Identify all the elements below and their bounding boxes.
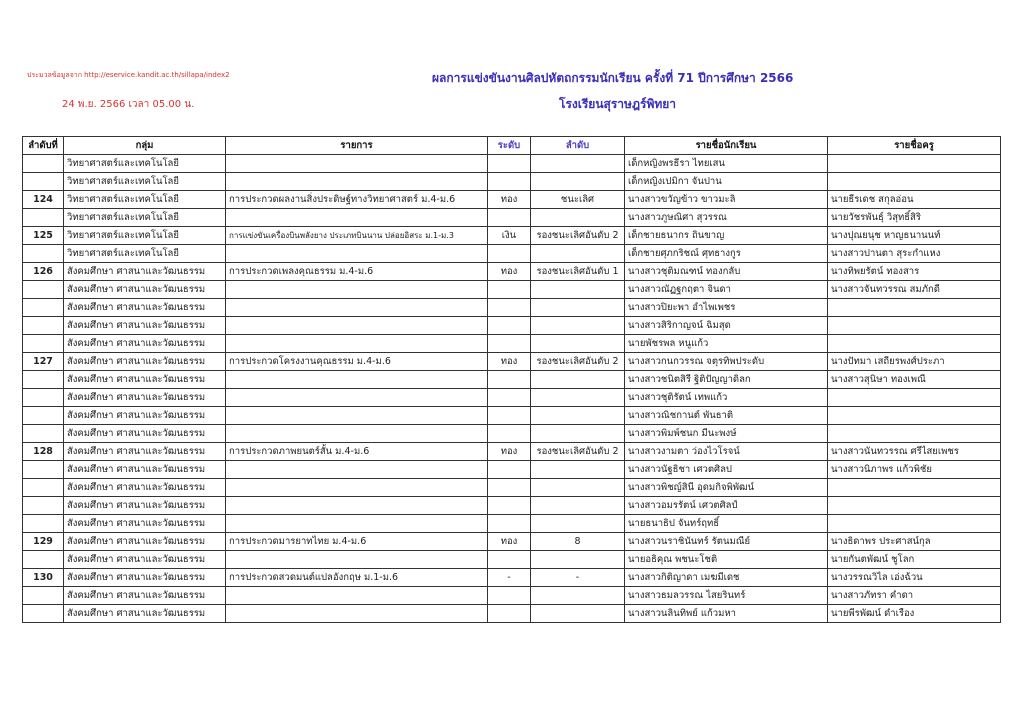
cell-item: การประกวดโครงงานคุณธรรม ม.4-ม.6 bbox=[226, 353, 488, 371]
cell-no bbox=[23, 299, 64, 317]
cell-item bbox=[226, 497, 488, 515]
page-title: ผลการแข่งขันงานศิลปหัตถกรรมนักเรียน ครั้งที่ 71 ปีการศึกษา 2566 bbox=[432, 71, 794, 85]
cell-student: นางสาวนัฐธิชา เศวตศิลป bbox=[625, 461, 828, 479]
cell-group: สังคมศึกษา ศาสนาและวัฒนธรรม bbox=[64, 281, 226, 299]
table-row bbox=[23, 263, 1001, 281]
data-source-note: ประมวลข้อมูลจาก http://eservice.kandit.ac.th/sillapa/index2 bbox=[27, 71, 230, 79]
cell-rank bbox=[531, 479, 625, 497]
cell-teacher bbox=[828, 335, 1001, 353]
cell-level bbox=[488, 515, 531, 533]
cell-item bbox=[226, 299, 488, 317]
cell-group: สังคมศึกษา ศาสนาและวัฒนธรรม bbox=[64, 299, 226, 317]
cell-rank bbox=[531, 605, 625, 623]
table-row bbox=[23, 317, 1001, 335]
cell-level bbox=[488, 605, 531, 623]
table-row bbox=[23, 173, 1001, 191]
table-row bbox=[23, 569, 1001, 587]
table-row bbox=[23, 407, 1001, 425]
table-row bbox=[23, 479, 1001, 497]
cell-student: เด็กหญิงพรธีรา ไทยเสน bbox=[625, 155, 828, 173]
cell-student: นายอธิคุณ พชนะโชติ bbox=[625, 551, 828, 569]
table-row bbox=[23, 515, 1001, 533]
cell-student: นางสาวอมรรัตน์ เศวตศิลป์ bbox=[625, 497, 828, 515]
cell-teacher: นางปุณยนุช หาญธนานนท์ bbox=[828, 227, 1001, 245]
cell-teacher: นายกันตพัฒน์ ชูโลก bbox=[828, 551, 1001, 569]
cell-student: นางสาวพิชญ์สินี อุดมกิจพิพัฒน์ bbox=[625, 479, 828, 497]
cell-item: การประกวดมารยาทไทย ม.4-ม.6 bbox=[226, 533, 488, 551]
cell-no bbox=[23, 407, 64, 425]
cell-item bbox=[226, 245, 488, 263]
cell-item bbox=[226, 317, 488, 335]
cell-rank bbox=[531, 371, 625, 389]
cell-level bbox=[488, 335, 531, 353]
cell-student: นางสาวนราชินันทร์ รัตนมณีย์ bbox=[625, 533, 828, 551]
cell-group: สังคมศึกษา ศาสนาและวัฒนธรรม bbox=[64, 461, 226, 479]
cell-group: สังคมศึกษา ศาสนาและวัฒนธรรม bbox=[64, 569, 226, 587]
cell-student: นางสาวพิมพ์ชนก มีนะพงษ์ bbox=[625, 425, 828, 443]
cell-item bbox=[226, 425, 488, 443]
col-header-group: กลุ่ม bbox=[64, 137, 226, 155]
table-row bbox=[23, 605, 1001, 623]
cell-teacher: นางวรรณวิไล เอ่งฉ้วน bbox=[828, 569, 1001, 587]
cell-rank: - bbox=[531, 569, 625, 587]
col-header-no: ลำดับที่ bbox=[23, 137, 64, 155]
cell-teacher bbox=[828, 299, 1001, 317]
table-row bbox=[23, 209, 1001, 227]
cell-no bbox=[23, 551, 64, 569]
cell-teacher: นางสาวนันทวรรณ ศรีไสยเพชร bbox=[828, 443, 1001, 461]
cell-student: นางสาวกนกวรรณ จตุรทิพประดับ bbox=[625, 353, 828, 371]
cell-teacher bbox=[828, 515, 1001, 533]
cell-teacher: นายธีรเดช สกุลอ่อน bbox=[828, 191, 1001, 209]
cell-rank: 8 bbox=[531, 533, 625, 551]
cell-rank bbox=[531, 281, 625, 299]
cell-teacher: นางสาวภัทรา คำดา bbox=[828, 587, 1001, 605]
cell-rank bbox=[531, 407, 625, 425]
cell-student: นายธนาธิป จันทร์ฤทธิ์ bbox=[625, 515, 828, 533]
cell-no bbox=[23, 425, 64, 443]
cell-teacher bbox=[828, 389, 1001, 407]
cell-group: สังคมศึกษา ศาสนาและวัฒนธรรม bbox=[64, 317, 226, 335]
cell-teacher bbox=[828, 407, 1001, 425]
cell-student: นางสาวงามตา ว่องไวโรจน์ bbox=[625, 443, 828, 461]
cell-item: การประกวดเพลงคุณธรรม ม.4-ม.6 bbox=[226, 263, 488, 281]
cell-level: ทอง bbox=[488, 353, 531, 371]
col-header-students: รายชื่อนักเรียน bbox=[625, 137, 828, 155]
cell-group: สังคมศึกษา ศาสนาและวัฒนธรรม bbox=[64, 353, 226, 371]
cell-group: วิทยาศาสตร์และเทคโนโลยี bbox=[64, 227, 226, 245]
col-header-level: ระดับ bbox=[488, 137, 531, 155]
col-header-rank: ลำดับ bbox=[531, 137, 625, 155]
cell-level bbox=[488, 497, 531, 515]
cell-rank bbox=[531, 425, 625, 443]
table-row bbox=[23, 155, 1001, 173]
table-row bbox=[23, 497, 1001, 515]
cell-rank: รองชนะเลิศอันดับ 1 bbox=[531, 263, 625, 281]
cell-student: นางสาวธมลวรรณ ไสยรินทร์ bbox=[625, 587, 828, 605]
cell-group: วิทยาศาสตร์และเทคโนโลยี bbox=[64, 155, 226, 173]
cell-teacher bbox=[828, 173, 1001, 191]
cell-no: 128 bbox=[23, 443, 64, 461]
table-row bbox=[23, 425, 1001, 443]
cell-teacher: นางสาวปานตา สุระกำแหง bbox=[828, 245, 1001, 263]
cell-group: วิทยาศาสตร์และเทคโนโลยี bbox=[64, 209, 226, 227]
cell-teacher: นางสาวนิภาพร แก้วพิชัย bbox=[828, 461, 1001, 479]
cell-level bbox=[488, 407, 531, 425]
cell-rank bbox=[531, 209, 625, 227]
cell-rank bbox=[531, 335, 625, 353]
cell-group: สังคมศึกษา ศาสนาและวัฒนธรรม bbox=[64, 497, 226, 515]
cell-no bbox=[23, 479, 64, 497]
table-row bbox=[23, 551, 1001, 569]
school-name: โรงเรียนสุราษฎร์พิทยา bbox=[559, 97, 677, 111]
cell-no bbox=[23, 587, 64, 605]
cell-item: การแข่งขันเครื่องบินพลังยาง ประเภทบินนาน ปล่อยอิสระ ม.1-ม.3 bbox=[226, 227, 488, 245]
cell-student: นางสาวณัฏฐกฤตา จินดา bbox=[625, 281, 828, 299]
cell-student: นางสาวสิริกาญจน์ ฉิมสุด bbox=[625, 317, 828, 335]
cell-student: นางสาวชุติมณฑน์ ทองกลับ bbox=[625, 263, 828, 281]
cell-no: 125 bbox=[23, 227, 64, 245]
cell-no: 126 bbox=[23, 263, 64, 281]
cell-level bbox=[488, 173, 531, 191]
cell-item: การประกวดภาพยนตร์สั้น ม.4-ม.6 bbox=[226, 443, 488, 461]
cell-rank bbox=[531, 317, 625, 335]
cell-student: เด็กชายศุภกริชณ์ ศุทธางกูร bbox=[625, 245, 828, 263]
table-row bbox=[23, 353, 1001, 371]
cell-no bbox=[23, 317, 64, 335]
table-row bbox=[23, 191, 1001, 209]
cell-no bbox=[23, 245, 64, 263]
cell-level bbox=[488, 551, 531, 569]
cell-item bbox=[226, 479, 488, 497]
cell-group: สังคมศึกษา ศาสนาและวัฒนธรรม bbox=[64, 407, 226, 425]
cell-level bbox=[488, 587, 531, 605]
cell-no bbox=[23, 389, 64, 407]
cell-teacher: นางสาวสุนิษา ทองเพณี bbox=[828, 371, 1001, 389]
cell-level bbox=[488, 155, 531, 173]
cell-rank bbox=[531, 173, 625, 191]
cell-no: 129 bbox=[23, 533, 64, 551]
cell-rank bbox=[531, 245, 625, 263]
cell-level: ทอง bbox=[488, 191, 531, 209]
cell-no bbox=[23, 515, 64, 533]
cell-item bbox=[226, 209, 488, 227]
cell-group: สังคมศึกษา ศาสนาและวัฒนธรรม bbox=[64, 479, 226, 497]
cell-student: นางสาวภูษณิศา สุวรรณ bbox=[625, 209, 828, 227]
update-datetime: 24 พ.ย. 2566 เวลา 05.00 น. bbox=[62, 99, 195, 110]
cell-rank: รองชนะเลิศอันดับ 2 bbox=[531, 353, 625, 371]
cell-item bbox=[226, 173, 488, 191]
table-row bbox=[23, 533, 1001, 551]
cell-level bbox=[488, 389, 531, 407]
cell-student: เด็กชายธนากร ถินขาญ bbox=[625, 227, 828, 245]
cell-item bbox=[226, 407, 488, 425]
table-row bbox=[23, 227, 1001, 245]
cell-group: สังคมศึกษา ศาสนาและวัฒนธรรม bbox=[64, 533, 226, 551]
cell-group: สังคมศึกษา ศาสนาและวัฒนธรรม bbox=[64, 263, 226, 281]
cell-level: - bbox=[488, 569, 531, 587]
cell-group: สังคมศึกษา ศาสนาและวัฒนธรรม bbox=[64, 587, 226, 605]
table-body bbox=[23, 155, 1001, 623]
cell-student: นางสาวนลินทิพย์ แก้วมหา bbox=[625, 605, 828, 623]
table-row bbox=[23, 299, 1001, 317]
cell-no: 124 bbox=[23, 191, 64, 209]
cell-student: นางสาวปิยะพา อำไพเพชร bbox=[625, 299, 828, 317]
cell-rank: รองชนะเลิศอันดับ 2 bbox=[531, 227, 625, 245]
cell-item bbox=[226, 461, 488, 479]
cell-teacher: นางทิพยรัตน์ ทองสาร bbox=[828, 263, 1001, 281]
cell-level bbox=[488, 245, 531, 263]
cell-no bbox=[23, 497, 64, 515]
cell-student: นางสาวขวัญข้าว ขาวมะลิ bbox=[625, 191, 828, 209]
cell-teacher bbox=[828, 497, 1001, 515]
cell-student: นางสาวกิติญาดา เมฆมีเดช bbox=[625, 569, 828, 587]
cell-group: วิทยาศาสตร์และเทคโนโลยี bbox=[64, 191, 226, 209]
cell-teacher: นางปัทมา เสถียรพงศ์ประภา bbox=[828, 353, 1001, 371]
cell-level bbox=[488, 317, 531, 335]
cell-rank bbox=[531, 155, 625, 173]
cell-no: 130 bbox=[23, 569, 64, 587]
cell-rank: ชนะเลิศ bbox=[531, 191, 625, 209]
cell-group: วิทยาศาสตร์และเทคโนโลยี bbox=[64, 173, 226, 191]
cell-group: วิทยาศาสตร์และเทคโนโลยี bbox=[64, 245, 226, 263]
col-header-teachers: รายชื่อครู bbox=[828, 137, 1001, 155]
cell-no: 127 bbox=[23, 353, 64, 371]
cell-no bbox=[23, 209, 64, 227]
cell-level: เงิน bbox=[488, 227, 531, 245]
cell-rank bbox=[531, 389, 625, 407]
cell-level bbox=[488, 479, 531, 497]
cell-group: สังคมศึกษา ศาสนาและวัฒนธรรม bbox=[64, 551, 226, 569]
cell-item: การประกวดผลงานสิ่งประดิษฐ์ทางวิทยาศาสตร์ ม.4-ม.6 bbox=[226, 191, 488, 209]
cell-rank: รองชนะเลิศอันดับ 2 bbox=[531, 443, 625, 461]
cell-student: นายพัชรพล หนูแก้ว bbox=[625, 335, 828, 353]
table-row bbox=[23, 587, 1001, 605]
cell-student: นางสาวณิชกานต์ พันธาติ bbox=[625, 407, 828, 425]
cell-item bbox=[226, 281, 488, 299]
cell-teacher: นางสาวจันทวรรณ สมภักดี bbox=[828, 281, 1001, 299]
cell-level: ทอง bbox=[488, 263, 531, 281]
cell-level bbox=[488, 299, 531, 317]
cell-no bbox=[23, 173, 64, 191]
cell-rank bbox=[531, 515, 625, 533]
cell-group: สังคมศึกษา ศาสนาและวัฒนธรรม bbox=[64, 443, 226, 461]
table-header-row bbox=[23, 137, 1001, 155]
cell-no bbox=[23, 461, 64, 479]
cell-item bbox=[226, 155, 488, 173]
cell-student: นางสาวชนิตสิรี ฐิติปัญญาดิลก bbox=[625, 371, 828, 389]
cell-group: สังคมศึกษา ศาสนาและวัฒนธรรม bbox=[64, 425, 226, 443]
table-row bbox=[23, 281, 1001, 299]
table-row bbox=[23, 443, 1001, 461]
cell-level bbox=[488, 209, 531, 227]
cell-level bbox=[488, 281, 531, 299]
cell-rank bbox=[531, 587, 625, 605]
cell-group: สังคมศึกษา ศาสนาและวัฒนธรรม bbox=[64, 389, 226, 407]
cell-teacher: นายพีรพัฒน์ ดำเรือง bbox=[828, 605, 1001, 623]
cell-level: ทอง bbox=[488, 443, 531, 461]
table-row bbox=[23, 371, 1001, 389]
cell-rank bbox=[531, 497, 625, 515]
cell-teacher bbox=[828, 479, 1001, 497]
cell-item bbox=[226, 335, 488, 353]
cell-no bbox=[23, 605, 64, 623]
table-row bbox=[23, 245, 1001, 263]
cell-teacher bbox=[828, 317, 1001, 335]
table-row bbox=[23, 389, 1001, 407]
cell-group: สังคมศึกษา ศาสนาและวัฒนธรรม bbox=[64, 371, 226, 389]
cell-group: สังคมศึกษา ศาสนาและวัฒนธรรม bbox=[64, 605, 226, 623]
cell-rank bbox=[531, 299, 625, 317]
cell-rank bbox=[531, 551, 625, 569]
cell-group: สังคมศึกษา ศาสนาและวัฒนธรรม bbox=[64, 515, 226, 533]
cell-item bbox=[226, 389, 488, 407]
cell-level bbox=[488, 371, 531, 389]
col-header-item: รายการ bbox=[226, 137, 488, 155]
cell-no bbox=[23, 281, 64, 299]
cell-item bbox=[226, 371, 488, 389]
cell-item bbox=[226, 605, 488, 623]
cell-level: ทอง bbox=[488, 533, 531, 551]
cell-item bbox=[226, 587, 488, 605]
cell-no bbox=[23, 335, 64, 353]
cell-rank bbox=[531, 461, 625, 479]
cell-item bbox=[226, 551, 488, 569]
cell-level bbox=[488, 425, 531, 443]
cell-teacher bbox=[828, 425, 1001, 443]
cell-item bbox=[226, 515, 488, 533]
results-table bbox=[22, 136, 1001, 623]
cell-no bbox=[23, 155, 64, 173]
table-row bbox=[23, 461, 1001, 479]
cell-group: สังคมศึกษา ศาสนาและวัฒนธรรม bbox=[64, 335, 226, 353]
cell-item: การประกวดสวดมนต์แปลอังกฤษ ม.1-ม.6 bbox=[226, 569, 488, 587]
cell-no bbox=[23, 371, 64, 389]
table-row bbox=[23, 335, 1001, 353]
cell-student: เด็กหญิงเปมิกา จันปาน bbox=[625, 173, 828, 191]
cell-teacher: นางธิดาพร ประศาสน์กุล bbox=[828, 533, 1001, 551]
cell-student: นางสาวชุติรัตน์ เทพแก้ว bbox=[625, 389, 828, 407]
cell-level bbox=[488, 461, 531, 479]
cell-teacher: นายวัชรพันธุ์ วิสุทธิ์สิริ bbox=[828, 209, 1001, 227]
cell-teacher bbox=[828, 155, 1001, 173]
